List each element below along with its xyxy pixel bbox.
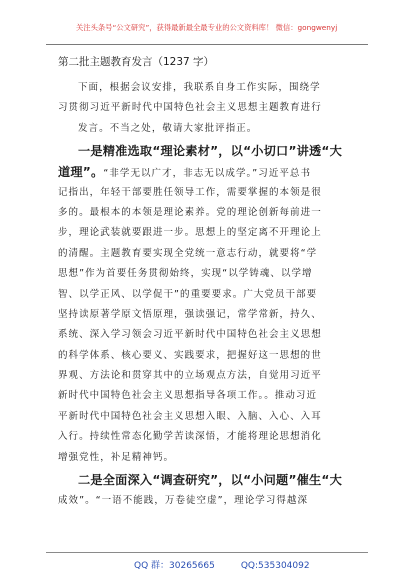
text-line: 系统、深入学习领会习近平新时代中国特色社会主义思想 xyxy=(58,329,322,341)
text-line: 的科学体系、核心要义、实践要求，把握好这一思想的世 xyxy=(58,349,322,361)
page-footer xyxy=(46,552,368,577)
text-line: 平新时代中国特色社会主义思想入眼、入脑、入心、入耳 xyxy=(58,410,322,422)
heading-line: 二是全面深入“调查研究”，以“小问题”催生“大 xyxy=(78,473,343,488)
text-fragment: “非学无以广才，非志无以成学。”习近平总书 xyxy=(103,168,312,180)
document-body xyxy=(58,54,358,511)
text-line: 习贯彻习近平新时代中国特色社会主义思想主题教育进行 xyxy=(58,102,322,114)
text-line xyxy=(58,162,358,182)
section-1-paragraph xyxy=(58,162,358,468)
text-line: 坚持读原著学原文悟原理，强读强记，常学常新，持久、 xyxy=(58,308,322,320)
text-line: 步，理论武装就要跟进一步。思想上的坚定离不开理论上 xyxy=(58,227,322,239)
intro-paragraph xyxy=(58,78,358,139)
text-line: 下面，根据会议安排，我联系自身工作实际，围绕学 xyxy=(78,82,321,93)
document-title: 第二批主题教育发言（1237 字） xyxy=(58,56,215,68)
text-line: 的清醒。主题教育要实现全党统一意志行动，就要将“学 xyxy=(58,247,318,259)
text-line: 成效”。“一语不能践，万卷徒空虚”，理论学习得越深 xyxy=(58,495,309,507)
qq-text: QQ:535304092 xyxy=(240,561,310,571)
text-line: 新时代中国特色社会主义思想指导各项工作。。推动习近 xyxy=(58,390,318,402)
text-line: 智、以学正风、以学促干”的重要要求。广大党员干部要 xyxy=(58,288,318,300)
heading-line: 一是精准选取“理论素材”，以“小切口”讲透“大 xyxy=(78,144,343,159)
qq-group-text: QQ 群：30265665 xyxy=(134,561,215,571)
text-line: 思想”作为首要任务贯彻始终，实现“以学铸魂、以学增 xyxy=(58,268,313,280)
text-line: 界观、方法论和贯穿其中的立场观点方法，自觉用习近平 xyxy=(58,370,322,382)
footer-contact xyxy=(134,558,310,571)
section-2-paragraph xyxy=(58,491,358,511)
text-line: 发言。不当之处，敬请大家批评指正。 xyxy=(78,122,258,134)
section-2-heading xyxy=(58,469,358,491)
text-line: 增强党性，补足精神钙。 xyxy=(58,451,175,463)
section-1-heading xyxy=(58,140,358,162)
text-line: 入行。持续性常态化勤学苦读深悟，才能将理论思想消化 xyxy=(58,431,322,443)
header-notice: 关注头条号“公文研究”，获得最新最全最专业的公文资料库！ 微信：gongwenyj xyxy=(76,23,338,32)
heading-line: 道理”。 xyxy=(58,165,104,180)
page-header xyxy=(46,14,368,45)
text-line: 记指出，年轻干部要胜任领导工作，需要掌握的本领是很 xyxy=(58,186,322,198)
text-line: 多的。最根本的本领是理论素养。党的理论创新每前进一 xyxy=(58,206,322,218)
